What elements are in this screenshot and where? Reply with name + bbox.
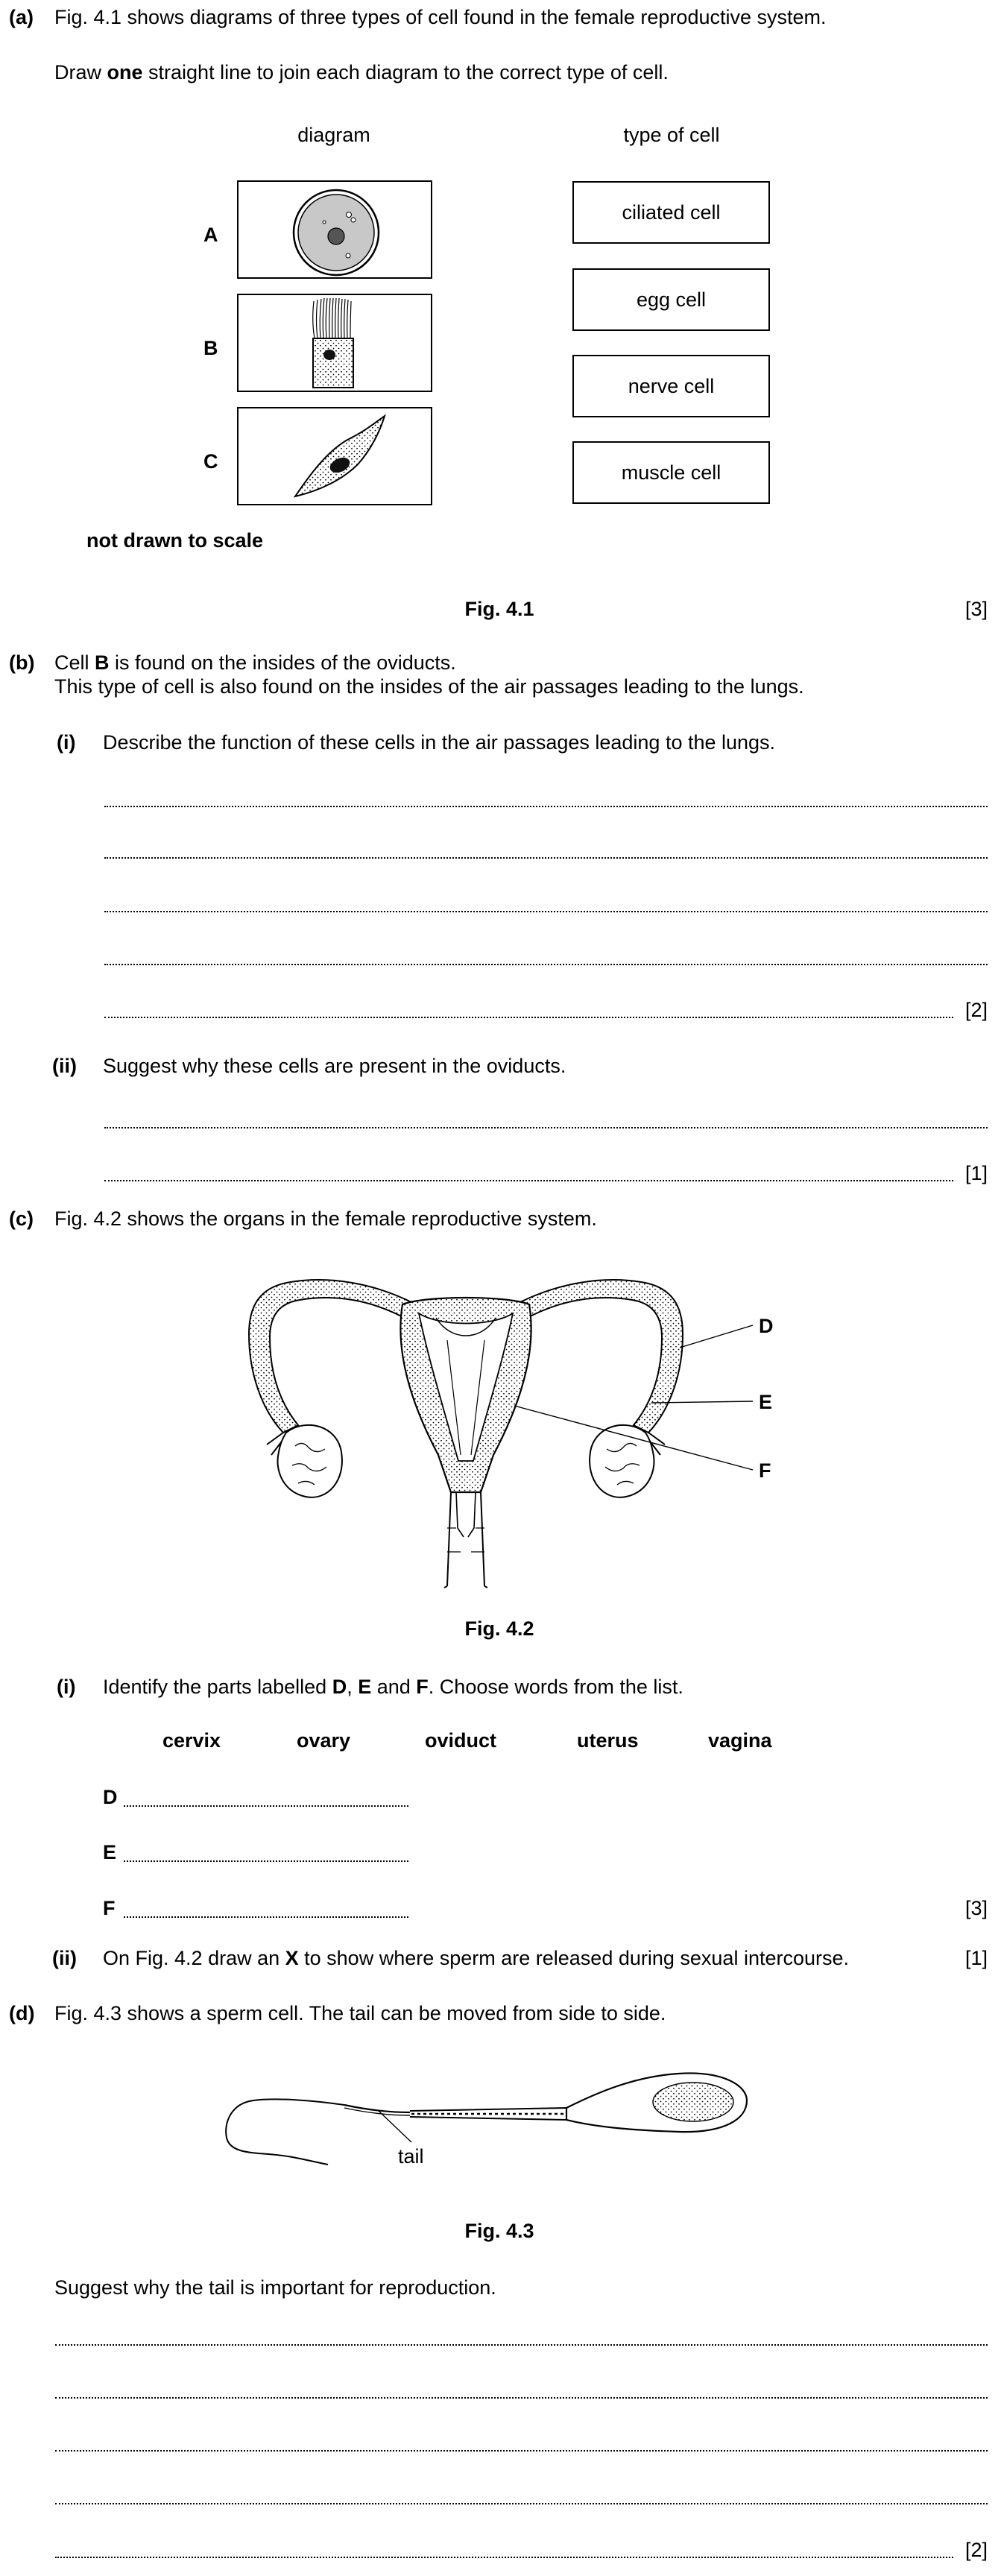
answer-line[interactable] — [104, 1180, 953, 1181]
part-b-ii-marks: [1] — [964, 1162, 988, 1184]
part-b-label: (b) — [9, 651, 35, 674]
answer-line[interactable] — [104, 911, 988, 912]
diagram-c-box[interactable] — [237, 407, 432, 505]
part-d-label: (d) — [9, 2002, 35, 2024]
answer-line[interactable] — [104, 1017, 953, 1018]
fig-4-3-caption: Fig. 4.3 — [464, 2220, 534, 2242]
ciliated-cell-diagram — [239, 295, 434, 394]
part-c-i-marks: [3] — [964, 1897, 988, 1919]
answer-line-d[interactable] — [124, 1805, 408, 1807]
answer-line[interactable] — [55, 2450, 988, 2452]
answer-line[interactable] — [104, 857, 988, 859]
fig-label-f: F — [759, 1459, 771, 1482]
part-a-label: (a) — [9, 6, 34, 28]
part-b-line1: Cell B is found on the insides of the oviducts. — [54, 651, 456, 674]
answer-line[interactable] — [55, 2503, 988, 2504]
answer-line[interactable] — [55, 2557, 953, 2558]
part-c-ii-question: On Fig. 4.2 draw an X to show where sperm are released during sexual intercourse. — [103, 1947, 850, 1969]
diagram-b-box[interactable] — [237, 294, 432, 392]
answer-label-f: F — [103, 1897, 116, 1919]
cell-type-ciliated[interactable]: ciliated cell — [572, 181, 770, 244]
word-ovary: ovary — [297, 1729, 351, 1752]
cell-type-muscle[interactable]: muscle cell — [572, 441, 770, 504]
part-b-line2: This type of cell is also found on the insides of the air passages leading to the lungs. — [54, 675, 804, 698]
part-a-marks: [3] — [964, 598, 988, 620]
answer-line[interactable] — [104, 964, 988, 965]
diagram-label-a: A — [203, 224, 218, 246]
sperm-cell-diagram — [216, 2048, 768, 2175]
answer-line-e[interactable] — [124, 1860, 408, 1862]
word-vagina: vagina — [708, 1729, 772, 1752]
answer-line-f[interactable] — [124, 1916, 408, 1918]
scale-note: not drawn to scale — [86, 529, 264, 552]
fig-label-d: D — [759, 1315, 774, 1337]
answer-label-e: E — [103, 1841, 117, 1863]
part-b-i-marks: [2] — [964, 999, 988, 1021]
part-c-i-question: Identify the parts labelled D, E and F. Choose words from the list. — [103, 1676, 683, 1698]
part-a-intro: Fig. 4.1 shows diagrams of three types of cell found in the female reproductive system. — [54, 6, 827, 28]
tail-label: tail — [398, 2145, 424, 2168]
part-a-instruction: Draw one straight line to join each diagram to the correct type of cell. — [54, 61, 669, 83]
type-of-cell-heading: type of cell — [623, 124, 720, 146]
cell-type-egg[interactable]: egg cell — [572, 268, 770, 331]
answer-line[interactable] — [104, 1127, 988, 1128]
muscle-cell-diagram — [239, 408, 434, 507]
cell-type-nerve[interactable]: nerve cell — [572, 355, 770, 417]
part-c-ii-marks: [1] — [964, 1947, 988, 1969]
part-b-i-question: Describe the function of these cells in the air passages leading to the lungs. — [103, 731, 776, 754]
part-c-label: (c) — [9, 1208, 34, 1230]
female-reproductive-diagram — [224, 1260, 790, 1588]
part-d-intro: Fig. 4.3 shows a sperm cell. The tail can be moved from side to side. — [54, 2002, 666, 2024]
word-oviduct: oviduct — [425, 1729, 497, 1752]
part-b-i-label: (i) — [57, 731, 76, 754]
diagram-heading: diagram — [297, 124, 370, 146]
egg-cell-diagram — [239, 182, 434, 280]
diagram-a-box[interactable] — [237, 180, 432, 279]
part-c-i-label: (i) — [57, 1676, 76, 1698]
word-cervix: cervix — [162, 1729, 221, 1752]
answer-label-d: D — [103, 1786, 118, 1808]
fig-4-1-caption: Fig. 4.1 — [464, 598, 534, 620]
diagram-label-c: C — [203, 450, 218, 473]
answer-line[interactable] — [55, 2397, 988, 2399]
answer-line[interactable] — [104, 806, 988, 807]
fig-label-e: E — [759, 1391, 773, 1413]
answer-line[interactable] — [55, 2344, 988, 2346]
word-uterus: uterus — [577, 1729, 639, 1752]
diagram-label-b: B — [203, 337, 218, 359]
part-b-ii-label: (ii) — [52, 1055, 77, 1077]
fig-4-2-caption: Fig. 4.2 — [464, 1617, 534, 1640]
part-b-ii-question: Suggest why these cells are present in the oviducts. — [103, 1055, 566, 1077]
part-c-ii-label: (ii) — [52, 1947, 77, 1969]
part-d-question: Suggest why the tail is important for reproduction. — [54, 2276, 496, 2299]
part-c-intro: Fig. 4.2 shows the organs in the female reproductive system. — [54, 1208, 597, 1230]
part-d-marks: [2] — [964, 2539, 988, 2561]
